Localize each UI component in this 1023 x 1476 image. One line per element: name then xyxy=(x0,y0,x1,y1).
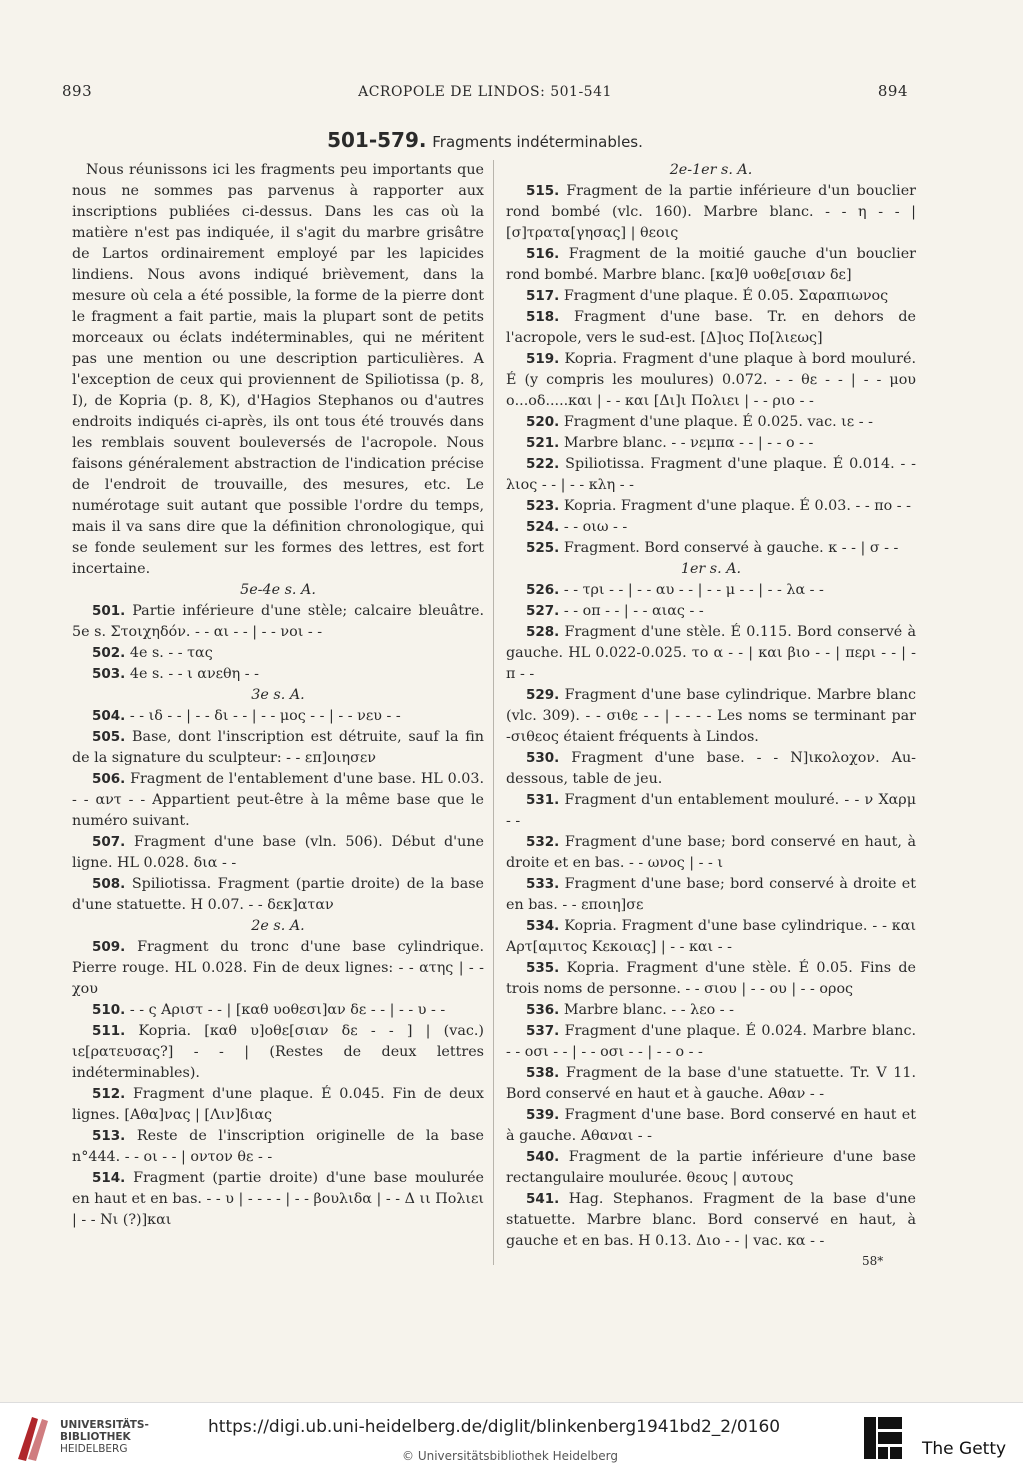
entry-number: 540. xyxy=(526,1149,560,1165)
running-header xyxy=(62,82,908,106)
entry-text: Fragment d'une plaque. É 0.05. Σαραπιωνος xyxy=(563,288,889,304)
entry-text: Fragment de la base d'une statuette. Tr. V 11. Bord conservé en haut et à gauche. Αθαν - - xyxy=(506,1065,917,1102)
entry-number: 502. xyxy=(92,645,126,661)
entry-number: 522. xyxy=(526,456,560,472)
entry-text: Fragment d'une stèle. É 0.115. Bord conservé à gauche. HL 0.022-0.025. το α - - | και βιο - - | περι - - | - π - - xyxy=(506,624,916,682)
inscription-entry xyxy=(506,1105,916,1147)
inscription-entry xyxy=(72,1084,484,1126)
entry-number: 505. xyxy=(92,729,126,745)
entry-text: Marbre blanc. - - λεο - - xyxy=(563,1002,734,1018)
inscription-entry xyxy=(506,454,916,496)
entry-number: 535. xyxy=(526,960,560,976)
intro-paragraph: Nous réunissons ici les fragments peu importants que nous ne sommes pas parvenus à rapporter aux inscriptions publiées ci-dessus. Dans les cas où la matière n'est pas indiquée, il s'agit du marbre grisâtre de Lartos ordinairement employé par les lapicides lindiens. Nous avons indiqué brièvement, dans la mesure où cela a été possible, la forme de la pierre dont le fragment a fait partie, mais la plupart sont de petits morceaux ou éclats indéterminables, qui ne méritent pas une mention ou une description particulières. A l'exception de ceux qui proviennent de Spiliotissa (p. 8, I), de Kopria (p. 8, K), d'Hagios Stephanos ou d'autres endroits indiqués ci-après, ils ont tous été trouvés dans les remblais souvent bouleversés de l'acropole. Nous faisons généralement abstraction de l'indication précise de l'endroit de trouvaille, des mesures, etc. Le numérotage suit autant que possible l'ordre du temps, mais il va sans dire que la définition chronologique, qui se fonde seulement sur les formes des lettres, est fort incertaine. xyxy=(72,162,484,577)
entry-text: Fragment d'une base. - - Ν]ικολοχον. Au-dessous, table de jeu. xyxy=(506,750,916,787)
permalink-url[interactable]: https://digi.ub.uni-heidelberg.de/diglit/blinkenberg1941bd2_2/0160 xyxy=(208,1417,781,1437)
entry-number: 528. xyxy=(526,624,560,640)
entry-text: - - οπ - - | - - αιας - - xyxy=(563,603,704,619)
inscription-entry xyxy=(506,496,916,517)
entry-text: Kopria. Fragment d'une base cylindrique. - - και Αρτ[αμιτος Κεκοιας] | - - και - - xyxy=(506,918,916,955)
inscription-entry xyxy=(72,706,484,727)
inscription-entry xyxy=(72,643,484,664)
entry-number: 527. xyxy=(526,603,560,619)
entry-text: 4e s. - - ι ανεθη - - xyxy=(129,666,259,682)
entry-text: Kopria. Fragment d'une plaque à bord mouluré. É (y compris les moulures) 0.072. - - θε - - | - - μου ο...οδ.....και | - - και [Δι]ι Πολιει | - - ριο - - xyxy=(506,351,916,409)
entry-text: Fragment d'une base cylindrique. Marbre blanc (vlc. 309). - - σιθε - - | - - - - Les noms se terminant par -σιθεος étaient fréquents à Lindos. xyxy=(506,687,916,745)
inscription-entry xyxy=(72,1126,484,1168)
inscription-entry xyxy=(72,832,484,874)
entry-text: Fragment (partie droite) d'une base moulurée en haut et en bas. - - υ | - - - - | - - βουλιδα | - - Δ ιι Πολιει | - - Νι (?)]και xyxy=(72,1170,485,1228)
page-mark: 58* xyxy=(862,1254,884,1268)
page-number-right: 894 xyxy=(877,82,908,100)
entry-number: 510. xyxy=(92,1002,126,1018)
entry-text: Fragment d'une base; bord conservé à droite et en bas. - - εποιη]σε xyxy=(506,876,916,913)
section-title: Fragments indéterminables. xyxy=(432,133,643,151)
entry-number: 518. xyxy=(526,309,560,325)
inscription-entry xyxy=(506,244,916,286)
inscription-entry xyxy=(506,1189,916,1252)
entry-number: 521. xyxy=(526,435,560,451)
inscription-entry xyxy=(72,769,484,832)
entry-text: Fragment de l'entablement d'une base. HL 0.03. - - αντ - - Appartient peut-être à la même base que le numéro suivant. xyxy=(72,771,484,829)
entry-text: Hag. Stephanos. Fragment de la base d'une statuette. Marbre blanc. Bord conservé en haut, à gauche et en bas. H 0.13. Διο - - | vac. κα - - xyxy=(506,1191,917,1249)
inscription-entry xyxy=(72,1021,484,1084)
entry-number: 507. xyxy=(92,834,126,850)
entry-number: 506. xyxy=(92,771,126,787)
entry-number: 514. xyxy=(92,1170,126,1186)
inscription-entry xyxy=(506,748,916,790)
copyright-notice: © Universitätsbibliothek Heidelberg xyxy=(402,1449,619,1463)
entry-text: Fragment de la partie inférieure d'un bouclier rond bombé (vlc. 160). Marbre blanc. - - η - - | [σ]τρατα[γησας] | θεοις xyxy=(506,183,917,241)
inscription-entry xyxy=(506,790,916,832)
library-logo-icon xyxy=(12,1411,54,1463)
entry-number: 531. xyxy=(526,792,560,808)
inscription-entry xyxy=(72,1000,484,1021)
inscription-entry xyxy=(72,1168,484,1231)
inscription-entry xyxy=(72,874,484,916)
entry-number: 520. xyxy=(526,414,560,430)
entry-number: 529. xyxy=(526,687,560,703)
left-column xyxy=(72,160,484,1231)
entry-number: 536. xyxy=(526,1002,560,1018)
entry-number: 523. xyxy=(526,498,560,514)
entry-text: Fragment. Bord conservé à gauche. κ - - | σ - - xyxy=(563,540,899,556)
entry-number: 512. xyxy=(92,1086,126,1102)
getty-label: The Getty xyxy=(922,1439,1007,1459)
entry-number: 508. xyxy=(92,876,126,892)
inscription-entry xyxy=(506,412,916,433)
entry-number: 517. xyxy=(526,288,560,304)
library-name-line1: UNIVERSITÄTS- xyxy=(60,1419,149,1431)
entry-number: 533. xyxy=(526,876,560,892)
entry-number: 524. xyxy=(526,519,560,535)
entry-number: 538. xyxy=(526,1065,560,1081)
entry-number: 516. xyxy=(526,246,560,262)
inscription-entry xyxy=(506,538,916,559)
entry-text: Fragment du tronc d'une base cylindrique. Pierre rouge. HL 0.028. Fin de deux lignes: - - ατης | - - χου xyxy=(72,939,484,997)
entry-text: Marbre blanc. - - νεμπα - - | - - ο - - xyxy=(563,435,814,451)
period-heading: 2e s. A. xyxy=(251,918,305,934)
entry-text: Fragment de la moitié gauche d'un bouclier rond bombé. Marbre blanc. [κα]θ υοθε[σιαν δε] xyxy=(506,246,916,283)
inscription-entry xyxy=(506,517,916,538)
entry-number: 525. xyxy=(526,540,560,556)
entry-text: - - οιω - - xyxy=(563,519,628,535)
entry-text: - - τρι - - | - - αυ - - | - - μ - - | - - λα - - xyxy=(563,582,824,598)
entry-number: 513. xyxy=(92,1128,126,1144)
entry-text: Fragment d'une base (vln. 506). Début d'une ligne. HL 0.028. δια - - xyxy=(72,834,484,871)
section-heading xyxy=(62,128,908,152)
inscription-entry xyxy=(506,1063,916,1105)
entry-number: 530. xyxy=(526,750,560,766)
entry-text: Kopria. Fragment d'une plaque. É 0.03. - - πο - - xyxy=(563,498,911,514)
footer-bar xyxy=(0,1402,1023,1476)
entry-text: Fragment de la partie inférieure d'une base rectangulaire moulurée. θεους | αυτους xyxy=(506,1149,916,1186)
entry-number: 515. xyxy=(526,183,560,199)
inscription-entry xyxy=(506,874,916,916)
inscription-entry xyxy=(506,1000,916,1021)
period-heading: 2e-1er s. A. xyxy=(669,162,753,178)
inscription-entry xyxy=(506,580,916,601)
period-heading: 5e-4e s. A. xyxy=(240,582,316,598)
entry-text: Reste de l'inscription originelle de la base n°444. - - οι - - | οντον θε - - xyxy=(72,1128,484,1165)
entry-number: 503. xyxy=(92,666,126,682)
inscription-entry xyxy=(506,832,916,874)
entry-text: Spiliotissa. Fragment (partie droite) de la base d'une statuette. H 0.07. - - δεκ]αταν xyxy=(72,876,485,913)
inscription-entry xyxy=(506,601,916,622)
inscription-entry xyxy=(506,307,916,349)
page-number-left: 893 xyxy=(62,82,93,100)
inscription-entry xyxy=(506,916,916,958)
inscription-entry xyxy=(506,433,916,454)
running-title: ACROPOLE DE LINDOS: 501-541 xyxy=(358,84,612,100)
inscription-entry xyxy=(72,727,484,769)
inscription-entry xyxy=(72,937,484,1000)
getty-logo-icon xyxy=(862,1415,904,1461)
entry-text: Fragment d'un entablement mouluré. - - ν Χαρμ - - xyxy=(506,792,916,829)
entry-text: Base, dont l'inscription est détruite, sauf la fin de la signature du sculpteur: - - επ]οιησεν xyxy=(72,729,485,766)
library-name-line3: HEIDELBERG xyxy=(60,1443,128,1455)
inscription-entry xyxy=(506,958,916,1000)
entry-text: - - ς Αριστ - - | [καθ υοθεσι]αν δε - - | - - υ - - xyxy=(129,1002,446,1018)
period-heading: 1er s. A. xyxy=(680,561,742,577)
inscription-entry xyxy=(72,664,484,685)
entry-text: Fragment d'une base. Bord conservé en haut et à gauche. Αθαναι - - xyxy=(506,1107,917,1144)
entry-text: - - ιδ - - | - - δι - - | - - μος - - | - - νευ - - xyxy=(129,708,401,724)
entry-text: 4e s. - - τας xyxy=(129,645,213,661)
entry-number: 537. xyxy=(526,1023,560,1039)
entry-text: Fragment d'une plaque. É 0.045. Fin de deux lignes. [Αθα]νας | [Λιν]διας xyxy=(72,1086,484,1123)
inscription-entry xyxy=(506,349,916,412)
column-divider xyxy=(493,160,494,1265)
inscription-entry xyxy=(506,1021,916,1063)
entry-text: Fragment d'une plaque. É 0.024. Marbre blanc. - - οσι - - | - - οσι - - | - - ο - - xyxy=(506,1023,916,1060)
entry-number: 519. xyxy=(526,351,560,367)
period-heading: 3e s. A. xyxy=(251,687,305,703)
entry-text: Kopria. [καθ υ]οθε[σιαν δε - - ] | (vac.) ιε[ρατευσας?] - - | (Restes de deux lettres indéterminables). xyxy=(72,1023,484,1081)
right-column xyxy=(506,160,916,1252)
section-number: 501-579. xyxy=(327,128,427,152)
entry-number: 541. xyxy=(526,1191,560,1207)
entry-number: 532. xyxy=(526,834,560,850)
entry-number: 539. xyxy=(526,1107,560,1123)
entry-text: Spiliotissa. Fragment d'une plaque. É 0.014. - - λιος - - | - - κλη - - xyxy=(506,456,917,493)
entry-text: Kopria. Fragment d'une stèle. É 0.05. Fins de trois noms de personne. - - σιου | - - ου | - - ορος xyxy=(506,960,916,997)
entry-number: 511. xyxy=(92,1023,126,1039)
entry-text: Fragment d'une base. Tr. en dehors de l'acropole, vers le sud-est. [Δ]ιος Πο[λιεως] xyxy=(506,309,917,346)
inscription-entry xyxy=(72,601,484,643)
entry-number: 501. xyxy=(92,603,126,619)
inscription-entry xyxy=(506,1147,916,1189)
library-name xyxy=(60,1419,149,1455)
entry-text: Fragment d'une base; bord conservé en haut, à droite et en bas. - - ωνος | - - ι xyxy=(506,834,916,871)
entry-number: 534. xyxy=(526,918,560,934)
entry-number: 526. xyxy=(526,582,560,598)
entry-number: 504. xyxy=(92,708,126,724)
inscription-entry xyxy=(506,685,916,748)
inscription-entry xyxy=(506,286,916,307)
entry-text: Fragment d'une plaque. É 0.025. vac. ιε - - xyxy=(563,414,873,430)
inscription-entry xyxy=(506,622,916,685)
entry-number: 509. xyxy=(92,939,126,955)
entry-text: Partie inférieure d'une stèle; calcaire bleuâtre. 5e s. Στοιχηδόν. - - αι - - | - - νοι - - xyxy=(72,603,484,640)
library-name-line2: BIBLIOTHEK xyxy=(60,1431,131,1443)
inscription-entry xyxy=(506,181,916,244)
